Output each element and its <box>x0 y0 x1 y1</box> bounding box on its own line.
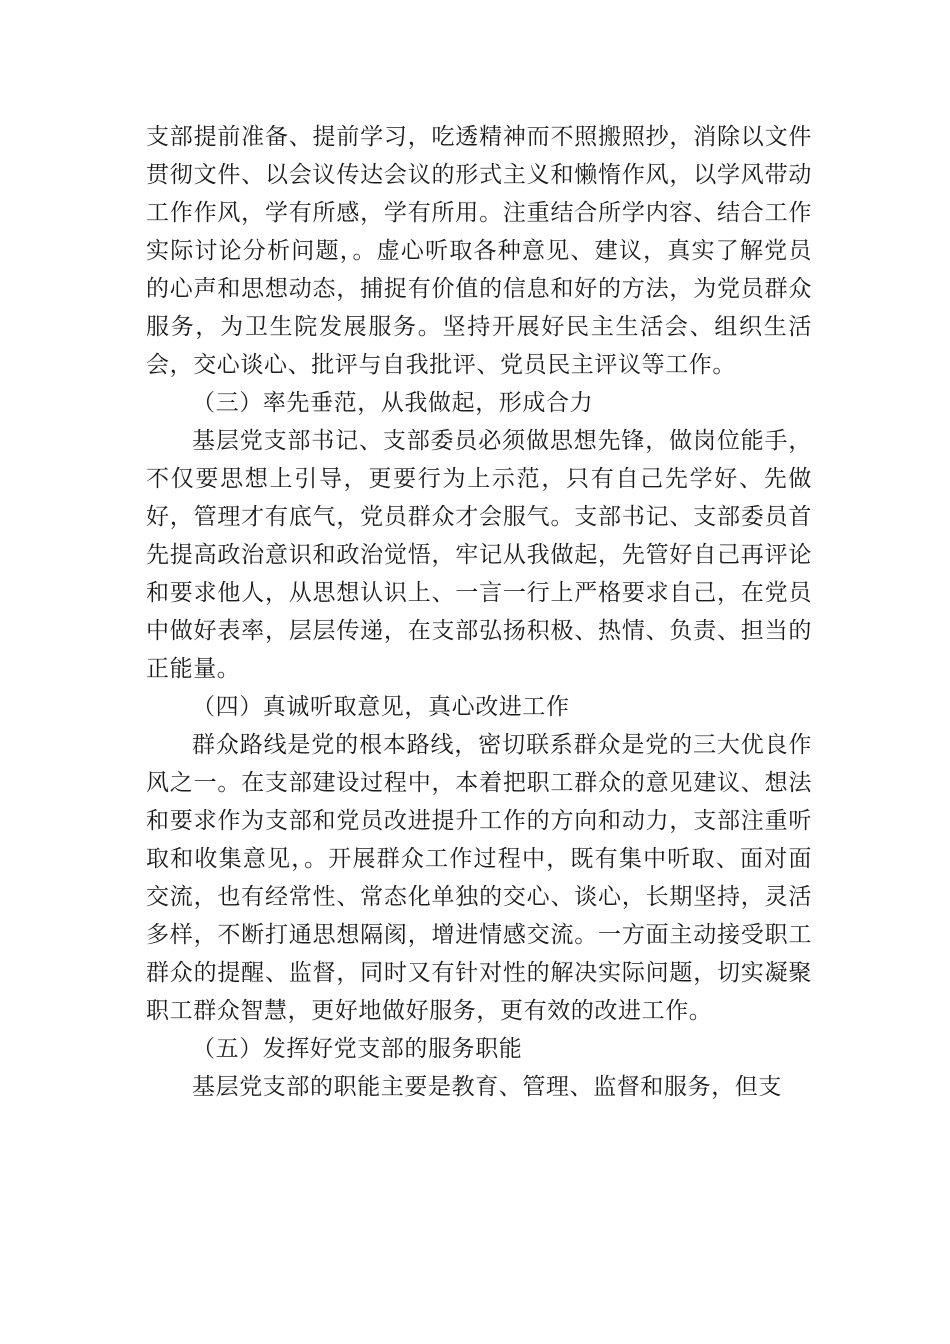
section-heading-5: （五）发挥好党支部的服务职能 <box>192 1036 523 1062</box>
paragraph: 基层党支部的职能主要是教育、管理、监督和服务，但支 <box>192 1074 782 1100</box>
section-heading-4: （四）真诚听取意见，真心改进工作 <box>192 694 570 720</box>
section-heading-3: （三）率先垂范，从我做起，形成合力 <box>192 390 594 416</box>
paragraph-continuation: 支部提前准备、提前学习，吃透精神而不照搬照抄，消除以文件贯彻文件、以会议传达会议的形式主义和懒惰作风，以学风带动工作作风，学有所感，学有所用。注重结合所学内容、结合工作实际讨论分析问题，。虚心听取各种意见、建议，真实了解党员的心声和思想动态，捕捉有价值的信息和好的方法，为党员群众服务，为卫生院发展服务。坚持开展好民主生活会、组织生活会，交心谈心、批评与自我批评、党员民主评议等工作。 <box>146 124 812 378</box>
document-body <box>146 118 812 1106</box>
paragraph: 群众路线是党的根本路线，密切联系群众是党的三大优良作风之一。在支部建设过程中，本着把职工群众的意见建议、想法和要求作为支部和党员改进提升工作的方向和动力，支部注重听取和收集意见，。开展群众工作过程中，既有集中听取、面对面交流，也有经常性、常态化单独的交心、谈心，长期坚持，灵活多样，不断打通思想隔阂，增进情感交流。一方面主动接受职工群众的提醒、监督，同时又有针对性的解决实际问题，切实凝聚职工群众智慧，更好地做好服务，更有效的改进工作。 <box>146 732 812 1024</box>
paragraph: 基层党支部书记、支部委员必须做思想先锋，做岗位能手，不仅要思想上引导，更要行为上示范，只有自己先学好、先做好，管理才有底气，党员群众才会服气。支部书记、支部委员首先提高政治意识和政治觉悟，牢记从我做起，先管好自己再评论和要求他人，从思想认识上、一言一行上严格要求自己，在党员中做好表率，层层传递，在支部弘扬积极、热情、负责、担当的正能量。 <box>146 428 812 682</box>
